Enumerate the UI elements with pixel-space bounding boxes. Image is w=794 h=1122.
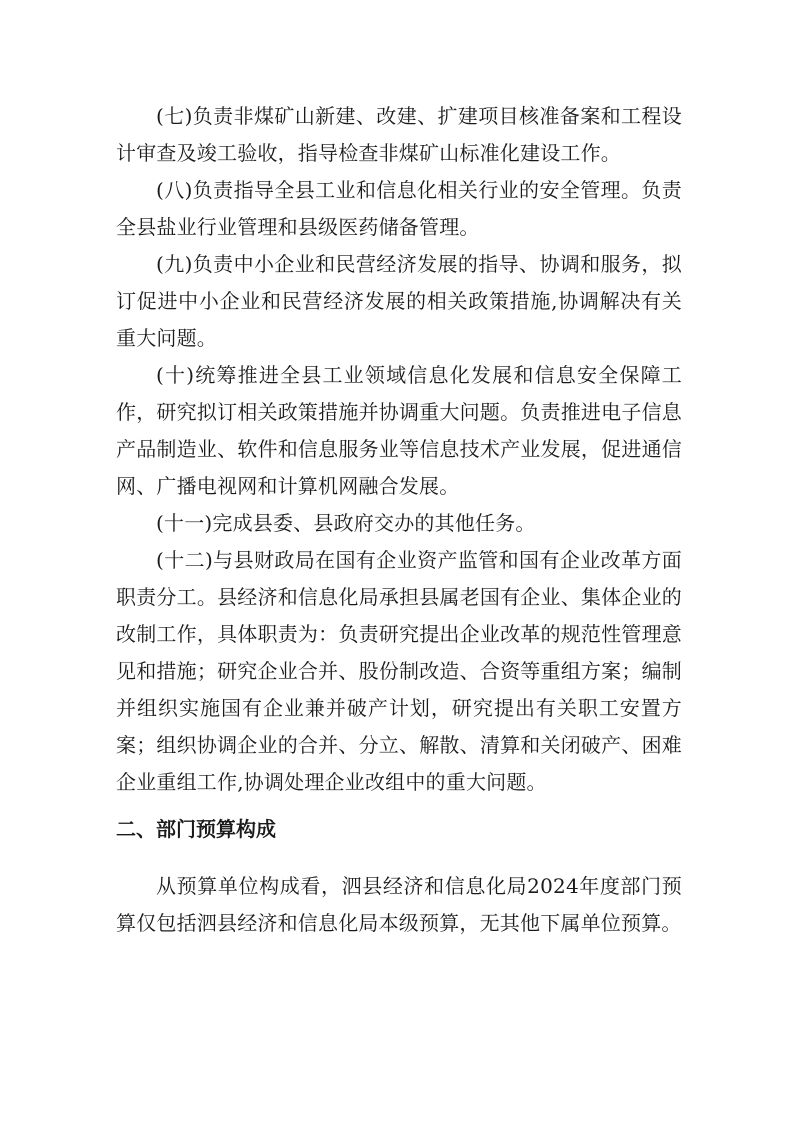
paragraph-duty-7: (七)负责非煤矿山新建、改建、扩建项目核准备案和工程设计审查及竣工验收，指导检查非煤矿山标准化建设工作。	[116, 104, 682, 165]
paragraph-duty-8: (八)负责指导全县工业和信息化相关行业的安全管理。负责全县盐业行业管理和县级医药储备管理。	[116, 178, 682, 239]
document-body	[116, 98, 682, 942]
paragraph-duty-12: (十二)与县财政局在国有企业资产监管和国有企业改革方面职责分工。县经济和信息化局承担县属老国有企业、集体企业的改制工作，具体职责为：负责研究提出企业改革的规范性管理意见和措施；研究企业合并、股份制改造、合资等重组方案；编制并组织实施国有企业兼并破产计划，研究提出有关职工安置方案；组织协调企业的合并、分立、解散、清算和关闭破产、困难企业重组工作,协调处理企业改组中的重大问题。	[116, 548, 682, 794]
paragraph-duty-10: (十)统筹推进全县工业领域信息化发展和信息安全保障工作，研究拟订相关政策措施并协调重大问题。负责推进电子信息产品制造业、软件和信息服务业等信息技术产业发展，促进通信网、广播电视网和计算机网融合发展。	[116, 363, 682, 498]
section-body-paragraph: 从预算单位构成看，泗县经济和信息化局2024年度部门预算仅包括泗县经济和信息化局本级预算，无其他下属单位预算。	[116, 874, 682, 935]
section-heading: 二、部门预算构成	[116, 817, 276, 841]
paragraph-duty-9: (九)负责中小企业和民营经济发展的指导、协调和服务，拟订促进中小企业和民营经济发展的相关政策措施,协调解决有关重大问题。	[116, 252, 682, 350]
paragraph-duty-11: (十一)完成县委、县政府交办的其他任务。	[156, 511, 536, 535]
